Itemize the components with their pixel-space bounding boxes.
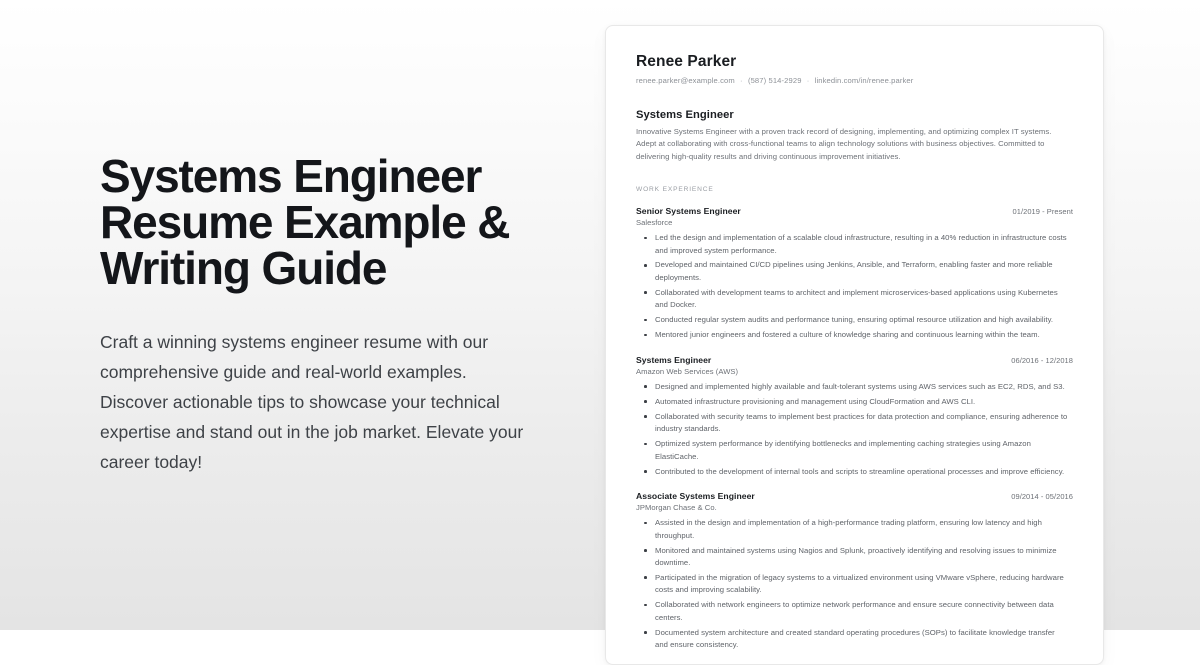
resume-preview-card[interactable] [605,25,1104,665]
resume-section-label-work-experience: WORK EXPERIENCE [636,186,714,194]
resume-phone[interactable]: (587) 514-2929 [747,76,802,85]
job-bullet-list [636,381,1073,478]
job-header [636,355,1073,365]
job-header [636,491,1073,501]
page-description: Craft a winning systems engineer resume with our comprehensive guide and real-world examples. Discover actionable tips to showcase your technical expertise and stand out in the job market. Elevate your career today! [100,331,524,473]
job-bullet: Developed and maintained CI/CD pipelines using Jenkins, Ansible, and Terraform, enabling faster and more reliable deployments. [655,259,1073,284]
resume-job-entry [636,206,1073,342]
job-dates: 01/2019 - Present [1012,207,1073,217]
page-title [100,149,540,294]
page-title-line-1: Systems Engineer [100,149,482,202]
job-title: Systems Engineer [636,354,712,365]
contact-separator-icon: · [806,76,810,85]
job-company: Amazon Web Services (AWS) [636,366,739,376]
page-title-line-3: Writing Guide [100,241,387,294]
job-bullet: Contributed to the development of internal tools and scripts to streamline operational processes and improve efficiency. [655,466,1073,478]
job-bullet: Assisted in the design and implementation of a high-performance trading platform, ensuring low latency and high throughput. [655,517,1073,542]
job-bullet: Designed and implemented highly available and fault-tolerant systems using AWS services such as EC2, RDS, and S3. [655,381,1073,393]
job-bullet: Mentored junior engineers and fostered a culture of knowledge sharing and continuous learning within the team. [655,329,1073,341]
job-bullet: Collaborated with development teams to architect and implement microservices-based applications using Kubernetes and Docker. [655,287,1073,312]
job-company: Salesforce [636,218,673,228]
job-title: Senior Systems Engineer [636,206,741,217]
job-bullet: Monitored and maintained systems using Nagios and Splunk, proactively identifying and resolving issues to minimize downtime. [655,545,1073,570]
job-company: JPMorgan Chase & Co. [636,503,717,513]
promo-panel [0,0,600,630]
resume-candidate-name: Renee Parker [636,53,737,70]
job-bullet-list [636,232,1073,342]
resume-contact-line [636,76,1073,87]
resume-job-entry [636,355,1073,478]
resume-headline: Systems Engineer [636,108,734,121]
job-dates: 09/2014 - 05/2016 [1011,492,1073,502]
job-header [636,206,1073,216]
job-bullet: Optimized system performance by identifying bottlenecks and implementing caching strategies using Amazon ElastiCache. [655,438,1073,463]
contact-separator-icon: · [740,76,743,85]
job-bullet: Documented system architecture and created standard operating procedures (SOPs) to facilitate knowledge transfer and ensure consistency. [655,627,1073,652]
job-bullet-list [636,517,1073,652]
resume-email[interactable]: renee.parker@example.com [636,76,735,85]
job-bullet: Collaborated with security teams to implement best practices for data protection and compliance, ensuring adherence to industry standards. [655,411,1073,436]
resume-job-entry [636,491,1073,652]
job-dates: 06/2016 - 12/2018 [1011,355,1073,365]
job-title: Associate Systems Engineer [636,491,755,502]
job-bullet: Conducted regular system audits and performance tuning, ensuring optimal resource utilization and high availability. [655,314,1073,326]
resume-linkedin[interactable]: linkedin.com/in/renee.parker [814,76,914,85]
resume-summary: Innovative Systems Engineer with a proven track record of designing, implementing, and optimizing complex IT systems. Adept at collaborating with cross-functional teams to align technology solutions with business objectives. Committed to delivering high-quality results and driving continuous improvement initiatives. [636,126,1052,161]
resume-header [636,53,1073,87]
job-bullet: Participated in the migration of legacy systems to a virtualized environment using VMware vSphere, reducing hardware costs and improving scalability. [655,572,1073,597]
job-bullet: Automated infrastructure provisioning and management using CloudFormation and AWS CLI. [655,396,1073,408]
job-bullet: Collaborated with network engineers to optimize network performance and ensure secure connectivity between data centers. [655,599,1073,624]
job-bullet: Led the design and implementation of a scalable cloud infrastructure, resulting in a 40% reduction in infrastructure costs and improved system performance. [655,232,1073,257]
page-title-line-2: Resume Example & [100,195,510,248]
